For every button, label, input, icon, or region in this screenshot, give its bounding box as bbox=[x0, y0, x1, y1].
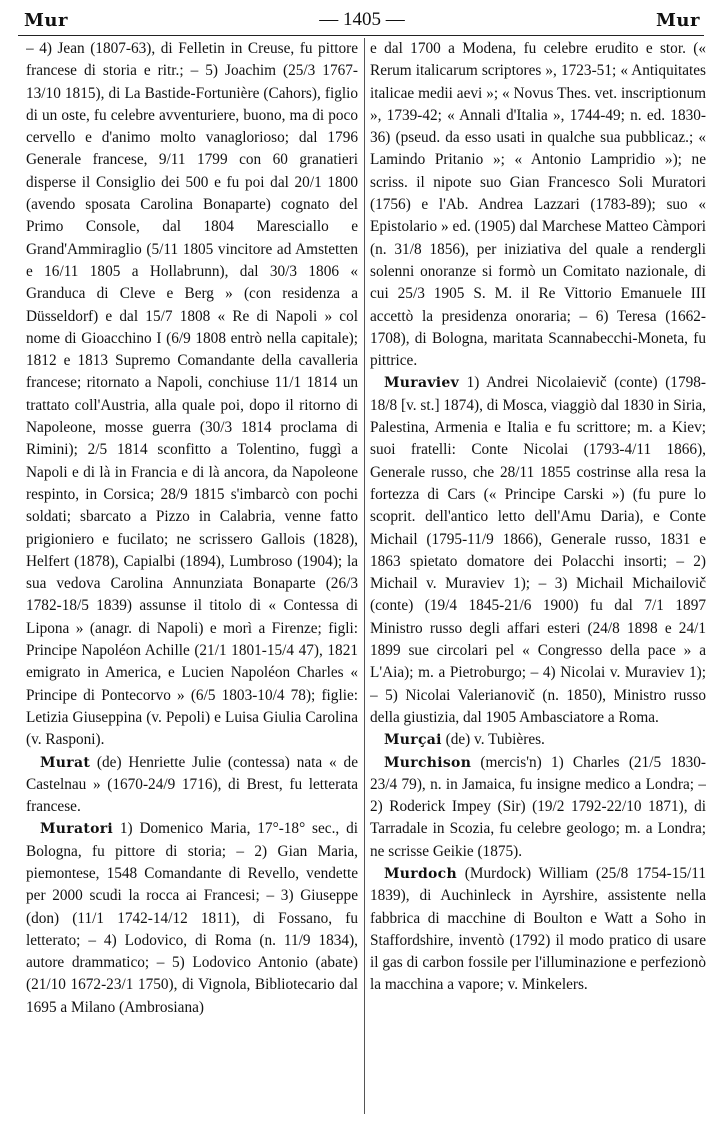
running-head bbox=[24, 6, 700, 34]
headword-murchison: Murchison bbox=[384, 754, 472, 771]
entry-muraviev-text: 1) Andrei Nicolaievič (conte) (1798-18/8 [v. st.] 1874), di Mosca, viaggiò dal 1830 in Siria, Palestina, Armenia e Italia e fu scrittore; m. a Kiev; suoi fratelli: Conte Nicolai (1793-4/11 1866), Generale russo, che 28/11 1855 costrinse alla resa la fortezza di Cars (« Principe Carski ») (fu pure lo scoprit. dell'antico letto dell'Amu Daria), e Conte Michail (1795-11/9 1866), Generale russo, 1831 e 1863 spietato domatore dei Polacchi insorti; – 2) Michail v. Muraviev 1); – 3) Michail Michailovič (conte) (19/4 1845-21/6 1900) fu dal 7/1 1897 Ministro russo degli affari esteri (24/8 1898 e 24/1 1899 sue circolari pel « Congresso della pace » a L'Aia); m. a Pietroburgo; – 4) Nicolai v. Muraviev 1); – 5) Nicolai Valerianovič (n. 1850), Ministro russo della giustizia, dal 1905 Ambasciatore a Roma. bbox=[370, 374, 706, 726]
entry-murat-de-text: (de) Henriette Julie (contessa) nata « de Castelnau » (1670-24/9 1716), di Brest, fu letterata francese. bbox=[26, 753, 358, 816]
headword-murat: Murat bbox=[40, 754, 91, 771]
entry-muratori-text: 1) Domenico Maria, 17°-18° sec., di Bologna, fu pittore di storia; – 2) Gian Maria, piemontese, 1548 Comandante di Revello, vendette per 2000 scudi la rocca ai Francesi; – 3) Giuseppe (don) (11/1 1742-14/12 1811), di Fossano, fu letterato; – 4) Lodovico, di Roma (n. 11/9 1834), autore drammatico; – 5) Lodovico Antonio (abate) (21/10 1672-23/1 1750), di Vignola, Bibliotecario dal 1695 a Milano (Ambrosiana) bbox=[26, 820, 358, 1016]
header-rule bbox=[18, 35, 704, 36]
entry-murchison-text: (mercis'n) 1) Charles (21/5 1830-23/4 79), n. in Jamaica, fu insigne medico a Londra; – 2) Roderick Impey (Sir) (19/2 1792-22/10 1871), di Tarradale in Scozia, fu celebre geologo; m. a Londra; ne scrisse Geikie (1875). bbox=[370, 753, 706, 860]
murat-joachim-continuation: – 4) Jean (1807-63), di Felletin in Creuse, fu pittore francese di storia e ritr.; – 5) Joachim (25/3 1767-13/10 1815), di La Bastide-Fortunière (Cahors), figlio di un oste, fu celebre avventuriere, buono, ma di poco cervello e d'animo molto vanaglorioso; dal 1796 Generale francese, 9/11 1799 con 60 granatieri disperse il Consiglio dei 500 e fu poi dal 20/1 1800 (avendo sposata Carolina Bonaparte) cognato del Primo Console, dal 1804 Maresciallo e Grand'Ammiraglio (5/11 1805 vincitore ad Amstetten e 16/11 1805 a Hollabrunn), dal 30/3 1806 « Granduca di Cleve e Berg » (con residenza a Düsseldorf) e dal 15/7 1808 « Re di Napoli » col nome di Gioacchino I (6/9 1808 entrò nella capitale); 1812 e 1813 Supremo Comandante della cavalleria francese; ritornato a Napoli, conchiuse 11/1 1814 un trattato coll'Austria, alla quale poi, dopo il ritorno di Napoleone, mosse guerra (30/3 1814 proclama di Rimini); 2/5 1814 sconfitto a Tolentino, fuggì a Napoli e di là in Francia e di là ancora, da Napoleone respinto, in Corsica; 28/9 1815 s'imbarcò con pochi soldati; sbarcato a Pizzo in Calabria, venne fatto prigioniero e fucilato; ne scrissero Gallois (1828), Helfert (1878), Capialbi (1894), Lumbroso (1904); la sua vedova Carolina Annunziata Bonaparte (26/3 1782-18/5 1839) assunse il titolo di « Contessa di Lipona » (anagr. di Napoli) e morì a Firenze; figli: Principe Napoléon Achille (21/1 1801-15/4 47), 1821 emigrato in America, e Lucien Napoléon Charles « Principe di Pontecorvo » (6/5 1803-10/4 78); figlie: Letizia Giuseppina (v. Pepoli) e Luisa Giulia Carolina (v. Rasponi). bbox=[26, 40, 358, 749]
headword-muratori: Muratori bbox=[40, 821, 114, 838]
entry-murcai bbox=[370, 729, 706, 751]
entry-muraviev bbox=[370, 372, 706, 729]
left-running-headword: Mur bbox=[24, 9, 68, 31]
left-column bbox=[26, 38, 358, 1124]
headword-muraviev: Muraviev bbox=[384, 375, 460, 392]
headword-murcai: Murçai bbox=[384, 732, 442, 749]
entry-muratori bbox=[26, 818, 358, 1019]
right-running-headword: Mur bbox=[656, 9, 700, 31]
entry-murdoch bbox=[370, 863, 706, 997]
entry-murdoch-text: (Murdock) William (25/8 1754-15/11 1839), di Auchinleck in Ayrshire, assistente nella fabbrica di macchine di Boulton e Watt a Soho in Staffordshire, inventò (1792) il modo pratico di usare il gas di carbon fossile per l'illuminazione e perfezionò la macchina a vapore; v. Minkelers. bbox=[370, 864, 706, 994]
entry-murcai-text: (de) v. Tubières. bbox=[441, 731, 545, 749]
headword-murdoch: Murdoch bbox=[384, 865, 457, 882]
page-number: — 1405 — bbox=[319, 9, 405, 30]
entry-murat-de bbox=[26, 752, 358, 819]
entry-murchison bbox=[370, 752, 706, 863]
right-column bbox=[370, 38, 706, 1124]
muratori-continuation: e dal 1700 a Modena, fu celebre erudito e stor. (« Rerum italicarum scriptores », 1723-51; « Antiquitates italicae medii aevi »; « Novus Thes. vet. inscriptionum », 1739-42; « Annali d'Italia », 1744-49; n. ed. 1830-36) (pseud. da esso usati in qualche sua pubblicaz.; « Lamindo Pritanio »; « Antonio Lampridio »); ne scriss. il nipote suo Gian Francesco Soli Muratori (1756) e l'Ab. Andrea Lazzari (1783-89); suo « Epistolario » ed. (1905) dal Marchese Matteo Càmpori (n. 31/8 1856), per iniziativa del quale a rendergli solenni onoranze si formò un Comitato nazionale, di cui 25/3 1905 S. M. il Re Vittorio Emanuele III accettò la presidenza onoraria; – 6) Teresa (1662-1708), di Bologna, maritata Scannabecchi-Moneta, fu pittrice. bbox=[370, 40, 706, 370]
column-divider bbox=[364, 38, 365, 1114]
